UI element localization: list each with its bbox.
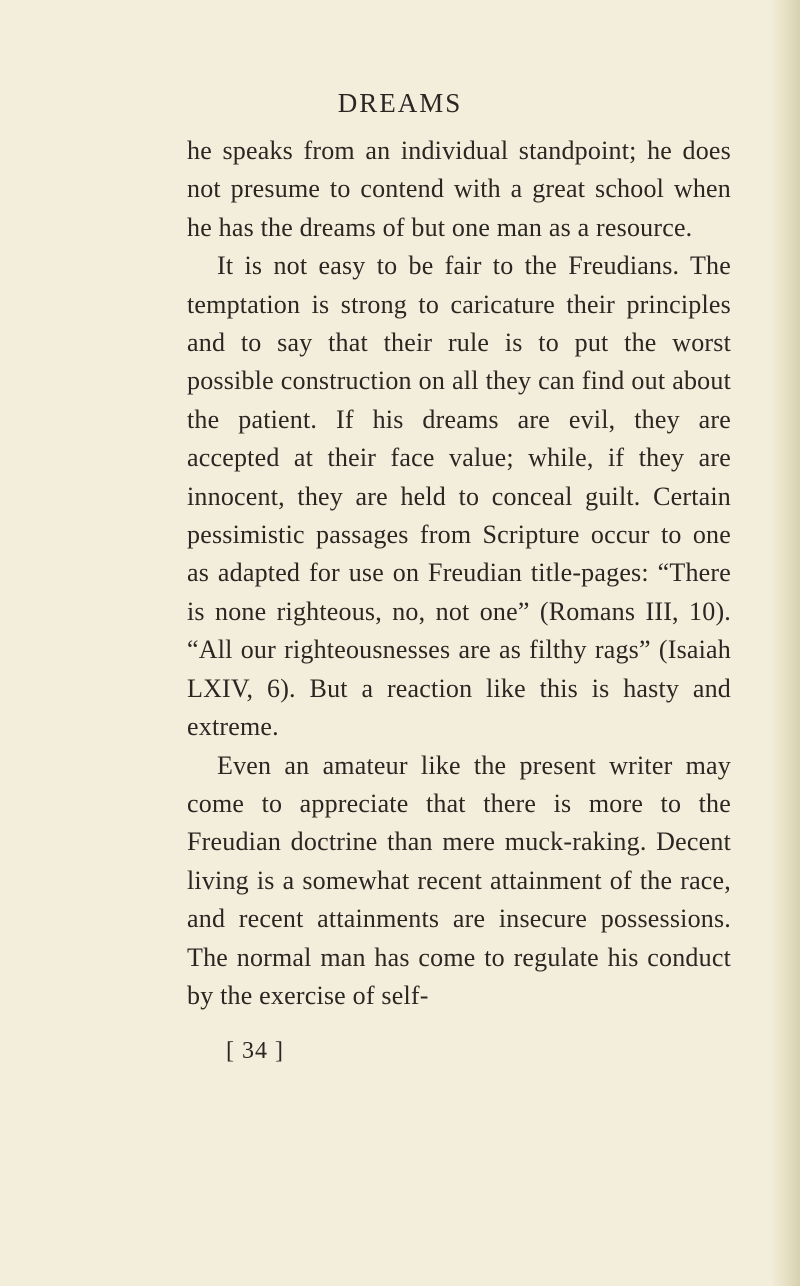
body-text — [187, 132, 731, 1015]
page-number: [ 34 ] — [226, 1038, 284, 1064]
paragraph-continuation: he speaks from an individual standpoint; he does not presume to contend with a great school when he has the dreams of but one man as a resource. — [187, 136, 731, 242]
paragraph-amateur: Even an amateur like the present writer may come to appreciate that there is more to the Freudian doctrine than mere muck-raking. Decent living is a somewhat recent attainment of the race, and recent attainments are insecure possessions. The normal man has come to regulate his conduct by the exercise of self- — [187, 750, 731, 1010]
paragraph-freudians: It is not easy to be fair to the Freudians. The temptation is strong to caricature their principles and to say that their rule is to put the worst possible construction on all they can find out about the patient. If his dreams are evil, they are accepted at their face value; while, if they are innocent, they are held to conceal guilt. Certain pessimistic passages from Scripture occur to one as adapted for use on Freudian title-pages: “There is none righteous, no, not one” (Romans III, 10). “All our righteousnesses are as filthy rags” (Isaiah LXIV, 6). But a reaction like this is hasty and extreme. — [187, 251, 731, 742]
running-head: DREAMS — [337, 88, 463, 118]
